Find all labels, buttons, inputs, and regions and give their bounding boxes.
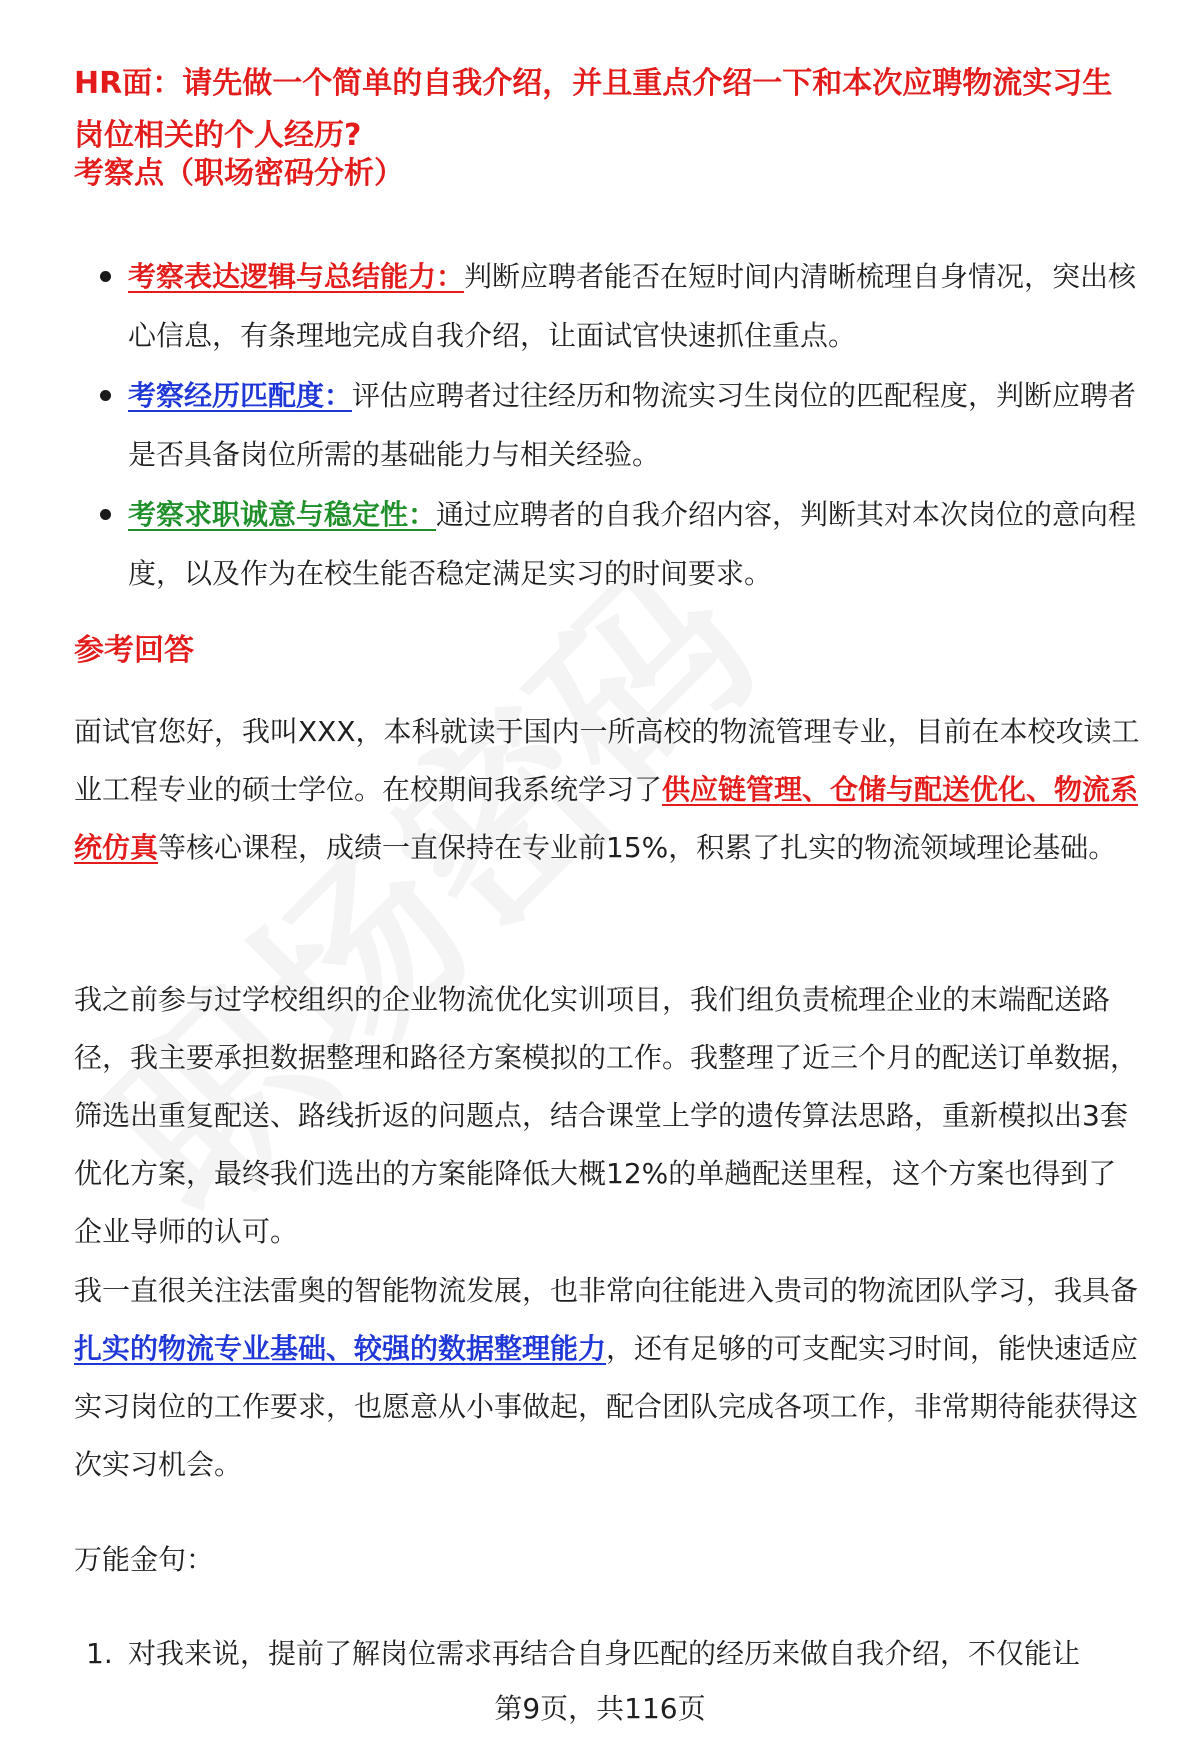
bullet-icon (100, 271, 111, 282)
assessment-label: 考察经历匹配度： (128, 379, 353, 412)
answer-heading: 参考回答 (74, 633, 194, 668)
assessment-label: 考察求职诚意与稳定性： (128, 498, 437, 531)
paragraph-text: ，还有足够的可支配实习时间，能快速适应实习岗位的工作要求，也愿意从小事做起，配合团队完成各项工作，非常期待能获得这次实习机会。 (74, 1332, 1139, 1481)
assessment-heading: 考察点（职场密码分析） (74, 156, 404, 191)
item-number: 1. (86, 1637, 113, 1670)
paragraph-text: 等核心课程，成绩一直保持在专业前15%，积累了扎实的物流领域理论基础。 (158, 831, 1117, 864)
assessment-item (74, 485, 1144, 603)
assessment-text: 评估应聘者过往经历和物流实习生岗位的匹配程度，判断应聘者是否具备岗位所需的基础能力与相关经验。 (128, 379, 1137, 471)
assessment-text: 判断应聘者能否在短时间内清晰梳理自身情况，突出核心信息，有条理地完成自我介绍，让面试官快速抓住重点。 (128, 260, 1137, 352)
bullet-icon (100, 390, 111, 401)
highlight-skills: 扎实的物流专业基础、较强的数据整理能力 (74, 1332, 607, 1365)
paragraph-text: 面试官您好，我叫XXX，本科就读于国内一所高校的物流管理专业，目前在本校攻读工业工程专业的硕士学位。在校期间我系统学习了 (74, 715, 1140, 806)
assessment-item (74, 247, 1144, 365)
golden-item (74, 1625, 1144, 1683)
answer-paragraph-1 (74, 703, 1144, 877)
assessment-item (74, 366, 1144, 484)
paragraph-text: 我一直很关注法雷奥的智能物流发展，也非常向往能进入贵司的物流团队学习，我具备 (74, 1274, 1139, 1307)
bullet-icon (100, 509, 111, 520)
answer-paragraph-2: 我之前参与过学校组织的企业物流优化实训项目，我们组负责梳理企业的末端配送路径，我主要承担数据整理和路径方案模拟的工作。我整理了近三个月的配送订单数据，筛选出重复配送、路线折返的问题点，结合课堂上学的遗传算法思路，重新模拟出3套优化方案，最终我们选出的方案能降低大概12%的单趟配送里程，这个方案也得到了企业导师的认可。 (74, 983, 1139, 1248)
question-title: HR面：请先做一个简单的自我介绍，并且重点介绍一下和本次应聘物流实习生岗位相关的个人经历? (74, 66, 1113, 153)
highlight-courses: 供应链管理、仓储与配送优化、物流系统仿真 (74, 773, 1139, 864)
page-footer: 第9页，共116页 (494, 1692, 706, 1725)
item-text: 对我来说，提前了解岗位需求再结合自身匹配的经历来做自我介绍，不仅能让 (128, 1637, 1081, 1670)
assessment-label: 考察表达逻辑与总结能力： (128, 260, 465, 293)
answer-paragraph-3 (74, 1262, 1144, 1494)
golden-heading: 万能金句： (74, 1543, 215, 1576)
assessment-list (74, 247, 1144, 604)
assessment-text: 通过应聘者的自我介绍内容，判断其对本次岗位的意向程度，以及作为在校生能否稳定满足实习的时间要求。 (128, 498, 1137, 590)
golden-list (74, 1625, 1144, 1683)
